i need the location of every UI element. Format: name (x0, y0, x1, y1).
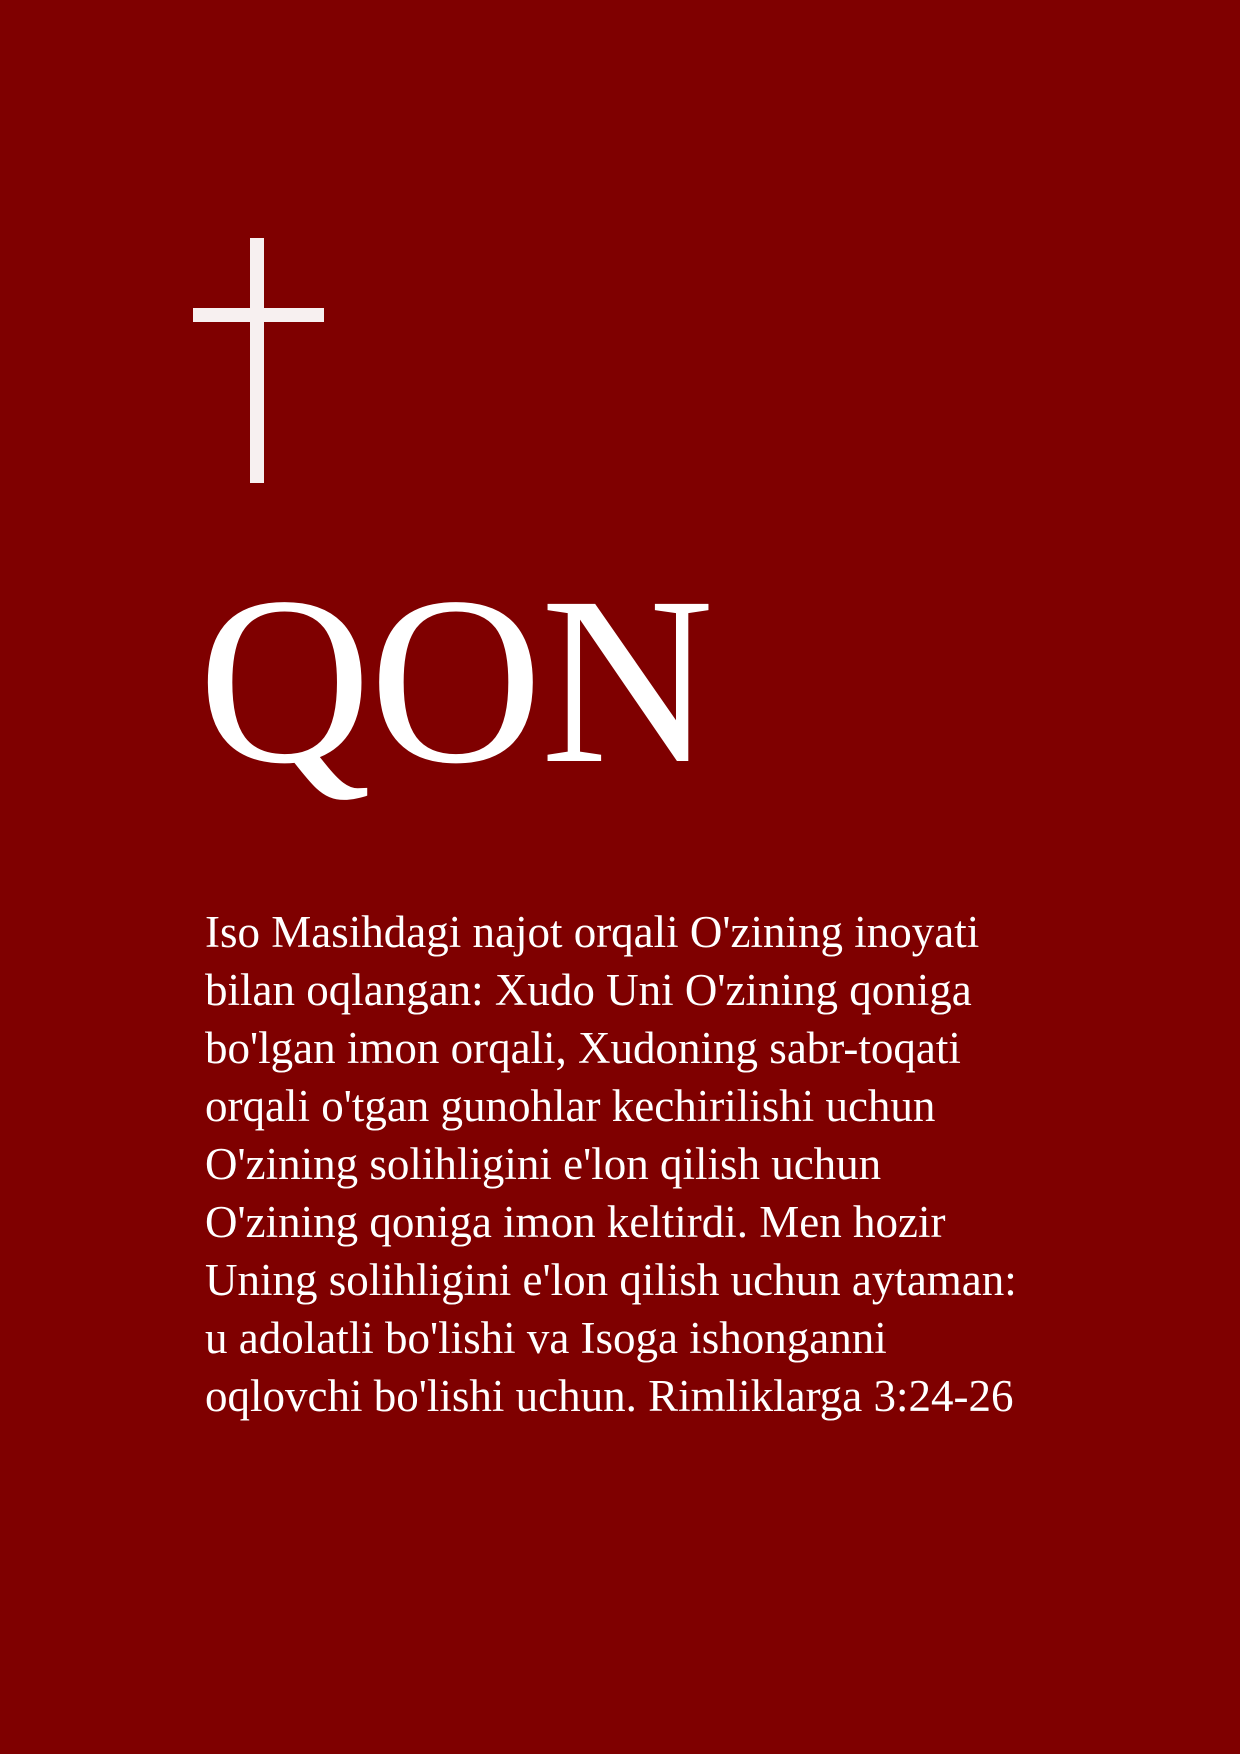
verse-line: Iso Masihdagi najot orqali O'zining inoyati (205, 907, 980, 957)
cross-horizontal-bar (193, 308, 324, 322)
verse-line: u adolatli bo'lishi va Isoga ishonganni (205, 1313, 887, 1363)
cross-icon (193, 238, 324, 483)
verse-line: bo'lgan imon orqali, Xudoning sabr-toqati (205, 1023, 961, 1073)
verse-line: oqlovchi bo'lishi uchun. Rimliklarga 3:24-26 (205, 1371, 1014, 1421)
cross-vertical-bar (250, 238, 264, 483)
page-title: QON (198, 547, 712, 813)
verse-line: orqali o'tgan gunohlar kechirilishi uchun (205, 1081, 936, 1131)
verse-line: Uning solihligini e'lon qilish uchun aytaman: (205, 1255, 1017, 1305)
verse-line: O'zining qoniga imon keltirdi. Men hozir (205, 1197, 946, 1247)
verse-line: bilan oqlangan: Xudo Uni O'zining qoniga (205, 965, 972, 1015)
verse-line: O'zining solihligini e'lon qilish uchun (205, 1139, 882, 1189)
verse-text (205, 903, 1085, 1425)
